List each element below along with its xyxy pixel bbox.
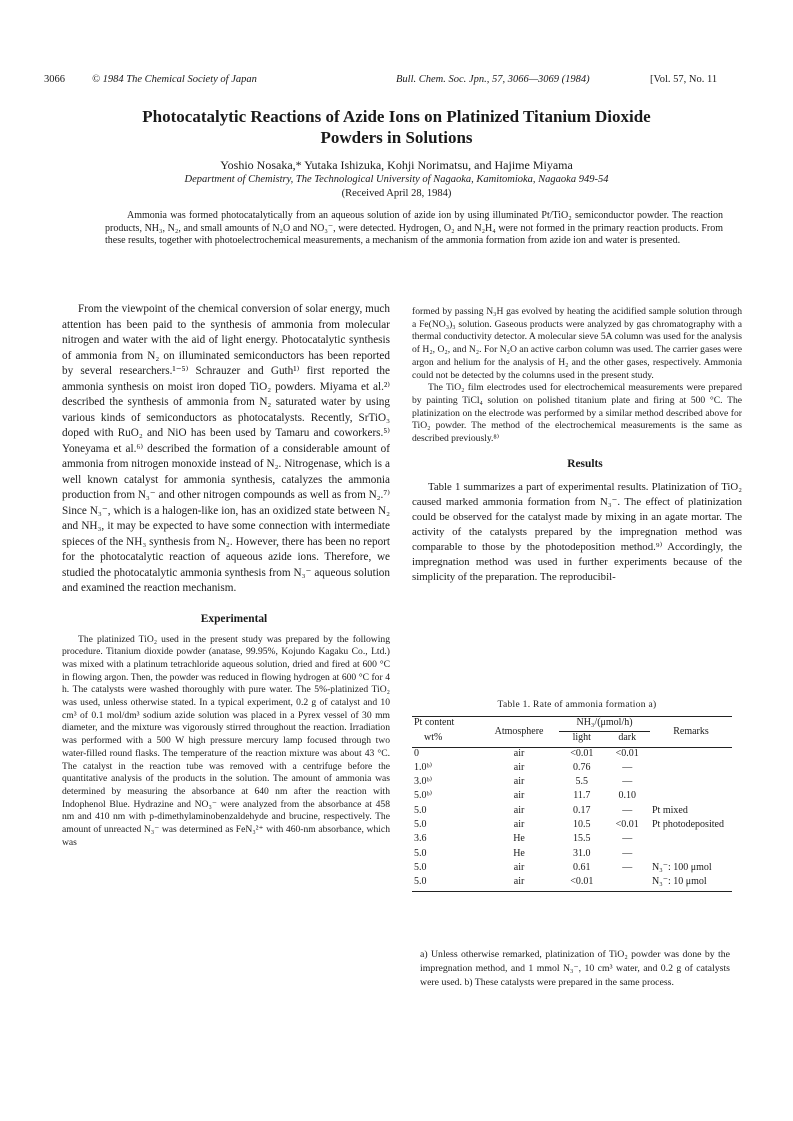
title-text: Photocatalytic Reactions of Azide Ions on Platinized Titanium Dioxide Powders in Solutions <box>142 107 651 147</box>
results-heading: Results <box>567 457 603 470</box>
dark-cell: <0.01 <box>615 747 639 759</box>
light-cell: <0.01 <box>570 876 594 888</box>
abstract: Ammonia was formed photocatalytically from an aqueous solution of azide ion by using illuminated Pt/TiO₂ semiconductor powder. The reaction products, NH₃, N₂, and small amounts of N₂O and NO₃⁻, were detected. Hydrogen, O₂ and N₂H₄ were not formed in the primary reaction products. From these results, together with photoelectrochemical measurements, a mechanism of the ammonia formation from azide ion and water is presented. <box>105 210 723 247</box>
atmosphere-cell: air <box>513 861 525 873</box>
dark-cell <box>605 876 651 891</box>
left-column <box>62 302 390 849</box>
dark-cell: — <box>622 761 633 773</box>
light-cell: 0.76 <box>573 761 591 773</box>
table-caption: Table 1. Rate of ammonia formation a) <box>497 700 657 710</box>
remarks-cell: Pt photodeposited <box>652 819 724 831</box>
table-row <box>412 747 732 762</box>
copyright-line: © 1984 The Chemical Society of Japan <box>92 74 257 85</box>
remarks-cell <box>650 833 732 847</box>
header-light: light <box>572 732 591 744</box>
atmosphere-cell: air <box>513 819 525 831</box>
introduction-paragraph: From the viewpoint of the chemical conversion of solar energy, much attention has been paid to the synthesis of ammonia from molecular nitrogen and water with the aid of light energy. Photocatalytic synthesis of ammonia from N₂ on illuminated semiconductors has been reported by several researchers.¹⁻⁵⁾ Schrauzer and Guth¹⁾ first reported the ammonia synthesis on moist iron doped TiO₂ powders. Miyama et al.²⁾ described the synthesis of ammonia from N₂ saturated water by using various kinds of semiconductors as photocatalysts. Recently, SrTiO₃ doped with RuO₂ and NiO has been used by Tamaru and coworkers.⁵⁾ Yoneyama et al.⁶⁾ described the formation of a considerable amount of ammonia from nitrogen monoxide instead of N₂. Nitrogenase, which is a well known catalyst for ammonia synthesis, catalyzes the ammonia production from N₃⁻ and other nitrogen compounds as well as from N₂.⁷⁾ Since N₃⁻, which is a halogen-like ion, has an oxidized state between N₂ and NH₃, it may be expected to have some connection with intermediate spieces of the NH₃ synthesis from N₂. However, there has been no report for the photocatalytic reaction of aqueous azide ions. Therefore, we studied the photocatalytic ammonia synthesis from N₃⁻ aqueous solution and examined the reaction mechanism. <box>62 303 390 594</box>
article-title <box>0 106 793 148</box>
methods-paragraph: formed by passing N₃H gas evolved by heating the acidified sample solution through a Fe(NO₃)₃ solution. Gaseous products were analyzed by gas chromatography with a thermal conductivity detector. A molecular sieve 5A column was used for the analysis of H₂, O₂, and N₂. For N₂O an active carbon column was used. The carrier gases were argon and helium for the analysis of H₂ and the other gases, respectively. Ammonia could not be detected by the columns used in the present study. <box>412 306 742 381</box>
dark-cell: — <box>622 861 633 873</box>
remarks-cell <box>650 762 732 776</box>
header-remarks: Remarks <box>673 726 709 738</box>
pt-cell: 5.0 <box>414 847 427 859</box>
table-footnotes: a) Unless otherwise remarked, platinization of TiO₂ powder was done by the impregnation method, and 1 mmol N₃⁻, 10 cm³ water, and 0.2 g of catalysts were used. b) These catalysts were prepared in the same process. <box>420 949 730 988</box>
pt-cell: 5.0ᵇ⁾ <box>414 790 433 802</box>
table-row <box>412 819 732 833</box>
light-cell: 10.5 <box>573 819 591 831</box>
pt-cell: 5.0 <box>414 861 427 873</box>
remarks-cell <box>650 747 732 762</box>
pt-cell: 5.0 <box>414 876 427 888</box>
dark-cell: <0.01 <box>615 819 639 831</box>
pt-cell: 0 <box>414 747 419 759</box>
table-row <box>412 862 732 876</box>
author-list: Yoshio Nosaka,* Yutaka Ishizuka, Kohji Norimatsu, and Hajime Miyama <box>220 158 573 172</box>
right-column <box>412 306 742 585</box>
journal-citation: Bull. Chem. Soc. Jpn., 57, 3066—3069 (1984) <box>396 74 590 85</box>
light-cell: 5.5 <box>575 776 589 788</box>
light-cell: 0.61 <box>573 861 591 873</box>
header-dark: dark <box>618 732 637 744</box>
pt-cell: 5.0 <box>414 819 427 831</box>
light-cell: <0.01 <box>570 747 594 759</box>
table-row <box>412 848 732 862</box>
atmosphere-cell: He <box>513 833 525 845</box>
dark-cell: — <box>622 804 633 816</box>
running-header <box>44 74 744 88</box>
table-body <box>412 747 732 891</box>
header-atmosphere: Atmosphere <box>494 726 544 738</box>
table-row <box>412 876 732 891</box>
volume-info: [Vol. 57, No. 11 <box>650 74 718 85</box>
dark-cell: — <box>622 833 633 845</box>
remarks-cell <box>650 848 732 862</box>
pt-cell: 3.6 <box>414 833 427 845</box>
light-cell: 11.7 <box>573 790 591 802</box>
atmosphere-cell: air <box>513 804 525 816</box>
dark-cell: 0.10 <box>618 790 636 802</box>
atmosphere-cell: air <box>513 747 525 759</box>
page-number: 3066 <box>44 74 65 85</box>
atmosphere-cell: He <box>513 847 525 859</box>
table-row <box>412 790 732 804</box>
light-cell: 15.5 <box>573 833 591 845</box>
pt-cell: 3.0ᵇ⁾ <box>414 776 433 788</box>
light-cell: 31.0 <box>573 847 591 859</box>
pt-cell: 1.0ᵇ⁾ <box>414 761 433 773</box>
electrode-paragraph: The TiO₂ film electrodes used for electrochemical measurements were prepared by painting TiCl₄ solution on polished titanium plate and firing at 500 °C. The platinization on the electrode was performed by a similar method described above for TiO₂ powder. The method of the electrochemical measurements is the same as described previously.⁸⁾ <box>412 382 742 445</box>
atmosphere-cell: air <box>513 876 525 888</box>
affiliation: Department of Chemistry, The Technological University of Nagaoka, Kamitomioka, Nagaoka 949-54 <box>184 174 609 185</box>
table-row <box>412 776 732 790</box>
experimental-heading: Experimental <box>200 612 268 625</box>
received-date: (Received April 28, 1984) <box>341 188 452 199</box>
atmosphere-cell: air <box>513 776 525 788</box>
atmosphere-cell: air <box>513 790 525 802</box>
header-nh3: NH₃/(μmol/h) <box>559 717 650 732</box>
table-header-row <box>412 717 732 732</box>
table-row <box>412 762 732 776</box>
table-row <box>412 805 732 819</box>
experimental-paragraph: The platinized TiO₂ used in the present study was prepared by the following procedure. Titanium dioxide powder (anatase, 99.95%, Kojundo Kagaku Co., Ltd.) was mixed with a platinum tetrachloride aqueous solution, dried and fired at 600 °C in flowing argon. Then, the powder was reduced in flowing hydrogen at 600 °C for 4 h. The catalysts were washed thoroughly with pure water. The 5%-platinized TiO₂ was used, unless otherwise stated. In a typical experiment, 0.2 g of catalyst and 10 cm³ of 0.1 mol/dm³ sodium azide solution was placed in a Pyrex vessel of 30 mm diameter, and the mixture was vigorously stirred throughout the reaction. Irradiation was performed with a 500 W high pressure mercury lamp focused through two water-filled round flasks. The temperature of the reaction mixture was about 43 °C. The catalyst in the reaction tube was removed with a centrifuge before the quantitative analysis of the products in the solution. The amount of ammonia was determined by measuring the absorbance at 640 nm after the reaction with Indophenol Blue. Hydrazine and NO₃⁻ were analyzed from the absorbance at 458 nm and 410 nm with p-dimethylaminobenzaldehyde and brucine, respectively. The amount of unreacted N₃⁻ was determined as FeN₃²⁺ with 460-nm absorbance, which was <box>62 633 390 848</box>
remarks-cell: N₃⁻: 100 μmol <box>652 861 712 873</box>
header-pt-content: Pt content <box>414 717 455 728</box>
dark-cell: — <box>622 776 633 788</box>
remarks-cell: Pt mixed <box>652 804 688 816</box>
remarks-cell <box>650 776 732 790</box>
results-paragraph: Table 1 summarizes a part of experimental results. Platinization of TiO₂ caused marked ammonia formation from N₃⁻. The effect of platinization could be observed for the catalyst made by mixing in an agate mortar. The activity of the catalysts prepared by the impregnation method was comparable to those by the photodeposition method.⁹⁾ Accordingly, the impregnation method was used in further experiments because of the simplicity of the preparation. The reproducibil- <box>412 480 742 583</box>
header-pt-unit: wt% <box>424 731 443 743</box>
atmosphere-cell: air <box>513 761 525 773</box>
light-cell: 0.17 <box>573 804 591 816</box>
table-1 <box>412 716 732 892</box>
remarks-cell: N₃⁻: 10 μmol <box>652 876 707 888</box>
table-row <box>412 833 732 847</box>
remarks-cell <box>650 790 732 804</box>
pt-cell: 5.0 <box>414 804 427 816</box>
dark-cell: — <box>622 847 633 859</box>
